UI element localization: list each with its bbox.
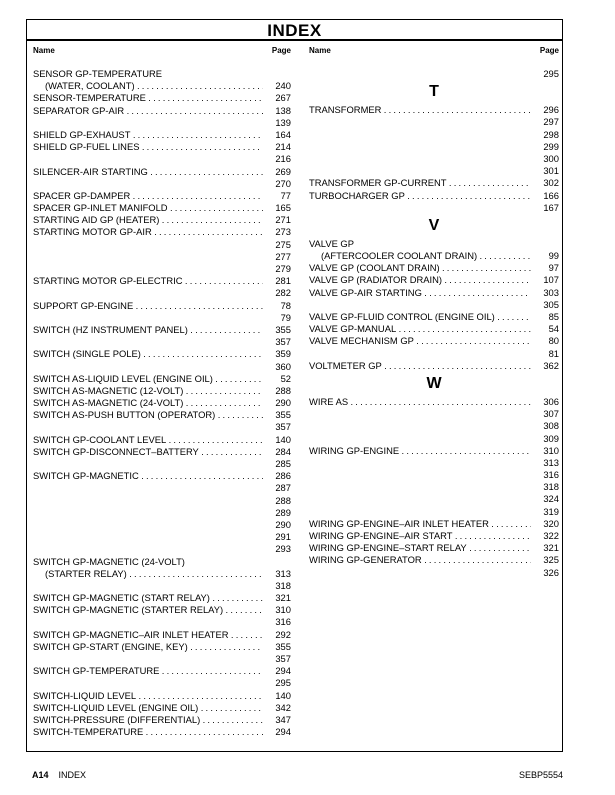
- index-entry: [309, 104, 559, 116]
- entry-name: SWITCH GP-MAGNETIC (24-VOLT): [33, 555, 185, 567]
- index-entry: [33, 519, 291, 531]
- index-entry: [33, 324, 291, 336]
- index-entry: [33, 117, 291, 129]
- entry-name: TURBOCHARGER GP . . .: [309, 190, 531, 202]
- entry-page: 270: [275, 177, 291, 189]
- entry-name: SWITCH-PRESSURE (DIFFERENTIAL) . . .: [33, 714, 263, 726]
- index-entry: [33, 226, 291, 238]
- entry-name: (WATER, COOLANT) . . .: [45, 80, 263, 92]
- page-title: INDEX: [27, 20, 562, 41]
- entry-name: SWITCH-LIQUID LEVEL (ENGINE OIL) . . .: [33, 702, 263, 714]
- entry-page: 307: [543, 408, 559, 420]
- index-entry: [309, 396, 559, 408]
- index-entry: [33, 580, 291, 592]
- entry-page: 347: [275, 713, 291, 725]
- entry-name: SUPPORT GP-ENGINE . . .: [33, 300, 263, 312]
- index-entry: [309, 567, 559, 579]
- entry-name: WIRING GP-ENGINE–START RELAY . . .: [309, 542, 531, 554]
- index-entry: [309, 141, 559, 153]
- entry-name: WIRE AS . . .: [309, 396, 531, 408]
- index-entry: [309, 457, 559, 469]
- index-entry: [33, 202, 291, 214]
- entry-page: 318: [543, 481, 559, 493]
- index-entry: [33, 409, 291, 421]
- entry-name: STARTING MOTOR GP-AIR . . .: [33, 226, 263, 238]
- entry-name: (AFTERCOOLER COOLANT DRAIN) . . .: [321, 250, 531, 262]
- entry-name: SWITCH GP-MAGNETIC (STARTER RELAY) . . .: [33, 604, 263, 616]
- entry-page: 291: [275, 531, 291, 543]
- index-entry: [33, 275, 291, 287]
- entry-page: 295: [275, 677, 291, 689]
- index-entry: [33, 495, 291, 507]
- entry-page: 313: [275, 567, 291, 579]
- page-header: Page: [539, 46, 559, 55]
- index-entry: [33, 543, 291, 555]
- index-entry: [33, 336, 291, 348]
- index-entry: [33, 92, 291, 104]
- index-entry: [33, 616, 291, 628]
- entry-page: 322: [543, 530, 559, 541]
- entry-page: 321: [543, 542, 559, 554]
- entry-page: 293: [275, 543, 291, 555]
- index-entry: [33, 153, 291, 165]
- entry-name: VALVE GP-MANUAL . . .: [309, 323, 531, 335]
- index-entry: [309, 202, 559, 214]
- index-entry: [33, 239, 291, 251]
- index-entry: [309, 116, 559, 128]
- entry-page: 320: [543, 517, 559, 529]
- entry-page: 325: [543, 554, 559, 566]
- index-entry: [309, 469, 559, 481]
- page-header: Page: [271, 46, 291, 55]
- entry-page: 359: [275, 348, 291, 360]
- index-entry: [33, 105, 291, 117]
- index-entry: [33, 470, 291, 482]
- index-entry: [309, 177, 559, 189]
- entry-name: SWITCH AS-LIQUID LEVEL (ENGINE OIL) . . .: [33, 373, 263, 385]
- index-entry: [33, 178, 291, 190]
- index-entry: [309, 129, 559, 141]
- entry-name: SWITCH GP-COOLANT LEVEL . . .: [33, 434, 263, 446]
- index-entry: [33, 482, 291, 494]
- index-entry: [33, 190, 291, 202]
- entry-name: SENSOR GP-TEMPERATURE: [33, 68, 163, 79]
- index-entry: [309, 153, 559, 165]
- index-entry: [33, 665, 291, 677]
- column-header: [309, 46, 559, 58]
- index-entry: [33, 129, 291, 141]
- entry-page: 164: [275, 128, 291, 140]
- entry-name: TRANSFORMER . . .: [309, 104, 531, 116]
- index-entry: [33, 690, 291, 702]
- index-entry: [309, 299, 559, 311]
- entry-page: 81: [548, 347, 559, 359]
- entry-page: 316: [275, 616, 291, 628]
- entry-page: 277: [275, 250, 291, 262]
- section-letter: W: [426, 374, 442, 392]
- entry-page: 281: [275, 275, 291, 287]
- entry-name: STARTING MOTOR GP-ELECTRIC . . .: [33, 275, 263, 287]
- entry-page: 360: [275, 360, 291, 372]
- index-entry: [33, 373, 291, 385]
- entry-name: VALVE GP (RADIATOR DRAIN) . . .: [309, 274, 531, 286]
- entry-page: 319: [543, 505, 559, 517]
- entry-page: 302: [543, 177, 559, 189]
- section-letter: T: [429, 83, 439, 101]
- index-entry: [309, 262, 559, 274]
- entry-name: VALVE GP (COOLANT DRAIN) . . .: [309, 262, 531, 274]
- entry-page: 214: [275, 141, 291, 153]
- entry-page: 85: [548, 311, 559, 322]
- index-entry: [309, 408, 559, 420]
- index-entry: [33, 68, 291, 80]
- entry-name: STARTING AID GP (HEATER) . . .: [33, 214, 263, 226]
- index-entry: [33, 397, 291, 409]
- index-entry: [309, 274, 559, 286]
- index-entry: [309, 530, 559, 542]
- entry-page: 285: [275, 458, 291, 469]
- index-entry: [309, 445, 559, 457]
- entry-page: 288: [275, 384, 291, 396]
- index-entry: [33, 677, 291, 689]
- index-entry: [309, 420, 559, 432]
- entry-name: SWITCH-LIQUID LEVEL . . .: [33, 690, 263, 702]
- index-entry: [33, 458, 291, 470]
- entry-page: 216: [275, 153, 291, 165]
- entry-page: 316: [543, 469, 559, 481]
- index-list-right: [309, 68, 559, 579]
- index-entry: [33, 434, 291, 446]
- index-entry: [33, 141, 291, 153]
- index-entry: [309, 481, 559, 493]
- index-entry: [33, 507, 291, 519]
- entry-name: WIRING GP-ENGINE–AIR START . . .: [309, 530, 531, 542]
- entry-page: 305: [543, 298, 559, 310]
- entry-page: 318: [275, 579, 291, 591]
- entry-page: 355: [275, 323, 291, 335]
- index-page-frame: [26, 19, 563, 752]
- entry-page: 107: [543, 274, 559, 286]
- entry-page: 295: [543, 68, 559, 79]
- index-entry: [309, 506, 559, 518]
- index-entry: [33, 361, 291, 373]
- entry-page: 288: [275, 494, 291, 506]
- index-entry: [33, 214, 291, 226]
- entry-name: SPACER GP-INLET MANIFOLD . . .: [33, 202, 263, 214]
- index-entry: [33, 312, 291, 324]
- entry-page: 301: [543, 165, 559, 177]
- entry-name: SWITCH GP-MAGNETIC–AIR INLET HEATER . . .: [33, 629, 263, 641]
- entry-page: 357: [275, 421, 291, 433]
- index-entry: [33, 629, 291, 641]
- entry-page: 290: [275, 397, 291, 409]
- entry-page: 292: [275, 628, 291, 640]
- entry-page: 240: [275, 80, 291, 92]
- index-entry: [309, 165, 559, 177]
- entry-page: 297: [543, 116, 559, 128]
- footer-doc-code: SEBP5554: [518, 770, 563, 780]
- index-entry: [33, 531, 291, 543]
- entry-page: 306: [543, 395, 559, 407]
- entry-name: WIRING GP-ENGINE . . .: [309, 445, 531, 457]
- entry-name: SWITCH GP-START (ENGINE, KEY) . . .: [33, 641, 263, 653]
- entry-page: 275: [275, 238, 291, 250]
- footer-section: INDEX: [58, 770, 87, 780]
- index-entry: [309, 250, 559, 262]
- entry-name: SENSOR-TEMPERATURE . . .: [33, 92, 263, 104]
- entry-page: 77: [280, 189, 291, 201]
- index-entry: [33, 348, 291, 360]
- entry-page: 287: [275, 482, 291, 494]
- entry-name: SWITCH AS-MAGNETIC (12-VOLT) . . .: [33, 385, 263, 397]
- index-entry: [309, 542, 559, 554]
- entry-name: SWITCH (HZ INSTRUMENT PANEL) . . .: [33, 324, 263, 336]
- entry-page: 298: [543, 128, 559, 140]
- entry-page: 282: [275, 287, 291, 299]
- entry-page: 308: [543, 420, 559, 432]
- entry-page: 80: [548, 335, 559, 347]
- entry-page: 309: [543, 432, 559, 444]
- entry-page: 310: [543, 444, 559, 456]
- index-entry: [309, 287, 559, 299]
- footer-page-number: A14: [32, 770, 49, 780]
- index-entry: [309, 493, 559, 505]
- index-entry: [33, 702, 291, 714]
- entry-page: 326: [543, 566, 559, 578]
- index-entry: [33, 287, 291, 299]
- index-entry: [33, 592, 291, 604]
- entry-page: 165: [275, 202, 291, 214]
- entry-name: SWITCH GP-TEMPERATURE . . .: [33, 665, 263, 677]
- entry-name: SWITCH AS-PUSH BUTTON (OPERATOR) . . .: [33, 409, 263, 421]
- index-entry: [33, 251, 291, 263]
- index-entry: [309, 323, 559, 335]
- index-entry: [309, 348, 559, 360]
- index-entry: [33, 568, 291, 580]
- index-column-right: [309, 46, 559, 579]
- entry-page: 296: [543, 104, 559, 116]
- index-entry: [33, 604, 291, 616]
- entry-page: 357: [275, 653, 291, 664]
- entry-page: 138: [275, 104, 291, 116]
- index-entry: [309, 311, 559, 323]
- entry-name: SILENCER-AIR STARTING . . .: [33, 166, 263, 178]
- entry-page: 294: [275, 726, 291, 738]
- entry-name: SHIELD GP-EXHAUST . . .: [33, 129, 263, 141]
- index-entry: [309, 433, 559, 445]
- index-entry: [33, 421, 291, 433]
- index-entry: [33, 385, 291, 397]
- index-list-left: [33, 68, 291, 738]
- index-entry: [309, 335, 559, 347]
- entry-page: 321: [275, 592, 291, 604]
- entry-page: 166: [543, 189, 559, 201]
- entry-page: 286: [275, 470, 291, 482]
- name-header: Name: [33, 46, 55, 55]
- index-entry: [33, 556, 291, 568]
- index-entry: [33, 446, 291, 458]
- entry-page: 273: [275, 226, 291, 238]
- entry-page: 140: [275, 433, 291, 445]
- entry-page: 310: [275, 604, 291, 616]
- entry-name: SWITCH GP-DISCONNECT–BATTERY . . .: [33, 446, 263, 458]
- entry-page: 167: [543, 201, 559, 213]
- entry-name: SWITCH AS-MAGNETIC (24-VOLT) . . .: [33, 397, 263, 409]
- footer-left: [32, 770, 86, 780]
- entry-name: SWITCH-TEMPERATURE . . .: [33, 726, 263, 738]
- entry-page: 140: [275, 689, 291, 701]
- index-entry: [309, 518, 559, 530]
- entry-name: VALVE GP-AIR STARTING . . .: [309, 287, 531, 299]
- entry-name: SEPARATOR GP-AIR . . .: [33, 105, 263, 117]
- index-entry: [309, 68, 559, 80]
- index-entry: [33, 726, 291, 738]
- entry-name: WIRING GP-ENGINE–AIR INLET HEATER . . .: [309, 518, 531, 530]
- entry-name: (STARTER RELAY) . . .: [45, 568, 263, 580]
- entry-page: 97: [548, 262, 559, 274]
- index-entry: [33, 641, 291, 653]
- entry-name: VALVE GP: [309, 237, 354, 249]
- entry-page: 54: [548, 323, 559, 335]
- section-letter: V: [428, 216, 440, 234]
- entry-page: 313: [543, 456, 559, 468]
- entry-page: 290: [275, 518, 291, 530]
- entry-page: 279: [275, 263, 291, 274]
- entry-page: 342: [275, 701, 291, 713]
- entry-page: 271: [275, 214, 291, 226]
- entry-name: VALVE MECHANISM GP . . .: [309, 335, 531, 347]
- entry-page: 99: [548, 250, 559, 262]
- entry-page: 79: [280, 311, 291, 323]
- entry-page: 267: [275, 92, 291, 104]
- entry-name: SPACER GP-DAMPER . . .: [33, 190, 263, 202]
- entry-page: 357: [275, 336, 291, 348]
- entry-name: SWITCH GP-MAGNETIC (START RELAY) . . .: [33, 592, 263, 604]
- entry-page: 294: [275, 665, 291, 677]
- entry-page: 289: [275, 506, 291, 518]
- entry-name: TRANSFORMER GP-CURRENT . . .: [309, 177, 531, 189]
- entry-name: SWITCH (SINGLE POLE) . . .: [33, 348, 263, 360]
- index-entry: [33, 80, 291, 92]
- index-entry: [33, 300, 291, 312]
- entry-page: 269: [275, 165, 291, 177]
- entry-page: 52: [280, 372, 291, 384]
- index-entry: [33, 714, 291, 726]
- index-entry: [33, 653, 291, 665]
- entry-page: 300: [543, 152, 559, 164]
- entry-name: SHIELD GP-FUEL LINES . . .: [33, 141, 263, 153]
- entry-page: 355: [275, 640, 291, 652]
- index-entry: [33, 263, 291, 275]
- index-column-left: [33, 46, 291, 738]
- name-header: Name: [309, 46, 331, 55]
- entry-name: VOLTMETER GP . . .: [309, 360, 531, 372]
- entry-page: 139: [275, 116, 291, 128]
- entry-page: 324: [543, 493, 559, 505]
- entry-page: 355: [275, 409, 291, 421]
- column-header: [33, 46, 291, 58]
- index-entry: [309, 554, 559, 566]
- index-entry: [309, 190, 559, 202]
- entry-name: VALVE GP-FLUID CONTROL (ENGINE OIL) . . .: [309, 311, 531, 323]
- entry-page: 78: [280, 299, 291, 311]
- entry-name: SWITCH GP-MAGNETIC . . .: [33, 470, 263, 482]
- index-entry: [309, 360, 559, 372]
- entry-page: 284: [275, 445, 291, 457]
- index-entry: [309, 238, 559, 250]
- entry-page: 303: [543, 286, 559, 298]
- entry-name: WIRING GP-GENERATOR . . .: [309, 554, 531, 566]
- entry-page: 362: [543, 359, 559, 371]
- index-entry: [33, 166, 291, 178]
- entry-page: 299: [543, 140, 559, 152]
